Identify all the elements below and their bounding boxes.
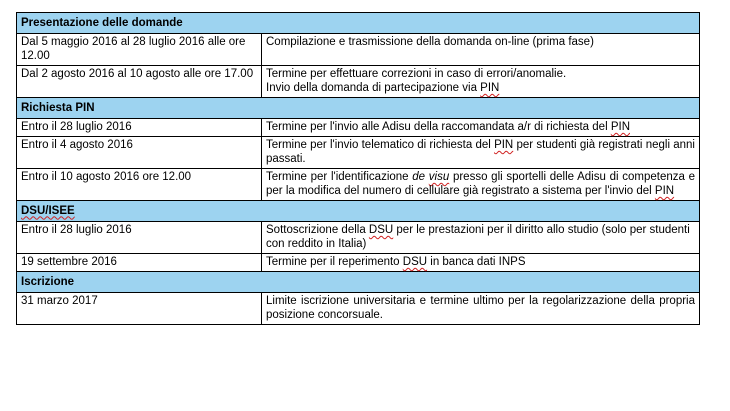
spellcheck-term: PIN (494, 139, 514, 151)
table-row (17, 119, 700, 137)
description-text: in banca dati INPS (427, 256, 526, 268)
description-text: Invio della domanda di partecipazione via (266, 82, 481, 94)
description-line (266, 81, 695, 95)
date-cell: Entro il 28 luglio 2016 (17, 119, 262, 137)
description-line: Termine per effettuare correzioni in caso di errori/anomalie. (266, 68, 567, 80)
table-row (17, 137, 700, 169)
italic-term: de (412, 171, 426, 183)
description-cell: Compilazione e trasmissione della domanda on-line (prima fase) (262, 34, 700, 66)
spellcheck-term: PIN (480, 82, 500, 94)
date-cell: Dal 5 maggio 2016 al 28 luglio 2016 alle ore 12.00 (17, 34, 262, 66)
table-row (17, 34, 700, 66)
section-header-pin (17, 98, 700, 119)
date-cell: Dal 2 agosto 2016 al 10 agosto alle ore 17.00 (17, 66, 262, 98)
description-cell (262, 66, 700, 98)
section-header-iscrizione (17, 272, 700, 293)
description-text: per le prestazioni per il diritto allo studio (solo per studenti con reddito in Italia) (266, 224, 690, 250)
table-row (17, 254, 700, 272)
spellcheck-term: DSU (368, 224, 394, 236)
table-row (17, 66, 700, 98)
spellcheck-term: visu (428, 171, 450, 183)
section-header-dsu (17, 201, 700, 222)
section-title: DSU/ISEE (21, 204, 75, 217)
section-header-presentazione (17, 13, 700, 34)
description-text: per studenti già registrati negli anni passati. (266, 139, 695, 165)
date-cell: Entro il 10 agosto 2016 ore 12.00 (17, 169, 262, 201)
description-text: Termine per l'invio alle Adisu della raccomandata a/r di richiesta del (266, 121, 611, 133)
section-title: Presentazione delle domande (17, 13, 700, 34)
description-cell (262, 119, 700, 137)
description-cell (262, 137, 700, 169)
spellcheck-term: DSU (402, 256, 428, 268)
spellcheck-term: PIN (654, 185, 675, 197)
description-cell: Limite iscrizione universitaria e termine ultimo per la regolarizzazione della propria posizione concorsuale. (262, 293, 700, 325)
section-title: Iscrizione (17, 272, 700, 293)
table-row (17, 293, 700, 325)
description-cell (262, 169, 700, 201)
table-row (17, 222, 700, 254)
date-cell: 19 settembre 2016 (17, 254, 262, 272)
deadlines-table (16, 12, 700, 325)
description-text: Termine per l'identificazione (266, 171, 413, 183)
date-cell: 31 marzo 2017 (17, 293, 262, 325)
table-row (17, 169, 700, 201)
date-cell: Entro il 28 luglio 2016 (17, 222, 262, 254)
description-text: Sottoscrizione della (266, 224, 369, 236)
description-cell (262, 222, 700, 254)
description-text: Termine per l'invio telematico di richiesta del (266, 139, 495, 151)
description-text: Termine per il reperimento (266, 256, 403, 268)
date-cell: Entro il 4 agosto 2016 (17, 137, 262, 169)
description-cell (262, 254, 700, 272)
section-title: Richiesta PIN (17, 98, 700, 119)
description-text: presso gli sportelli delle Adisu di competenza e per la modifica del numero di cellulare già registrato a sistema per l'invio del (266, 171, 695, 197)
spellcheck-term: PIN (610, 121, 630, 133)
